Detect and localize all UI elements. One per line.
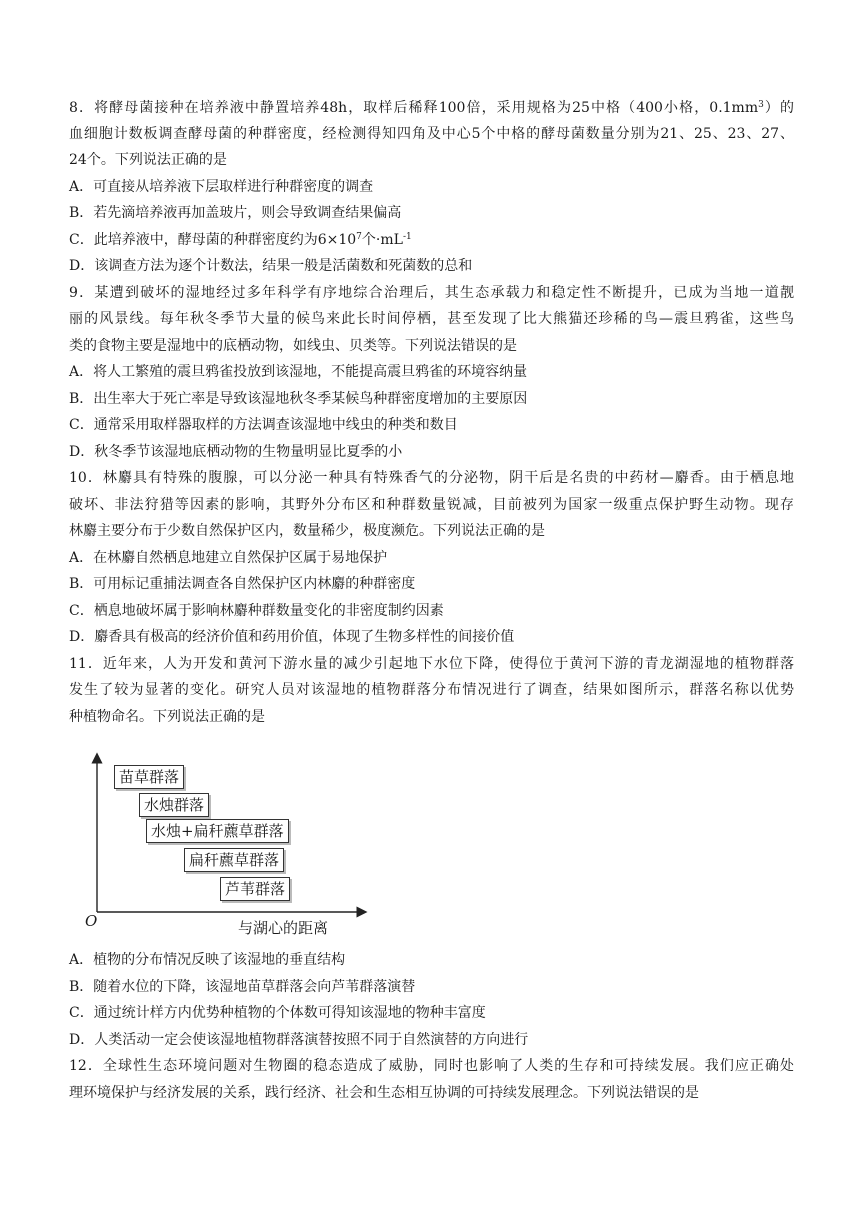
q12-stem-line-1: 12．全球性生态环境问题对生物圈的稳态造成了威胁，同时也影响了人类的生存和可持续发展。我们应正确处 <box>69 1058 794 1074</box>
community-box-3: 水烛+扁秆藨草群落 <box>146 819 289 843</box>
q8-stem-line-3: 24个。下列说法正确的是 <box>69 152 227 168</box>
q12-stem-line-2: 理环境保护与经济发展的关系，践行经济、社会和生态相互协调的可持续发展理念。下列说法错误的是 <box>69 1085 699 1101</box>
q11-stem-line-2: 发生了较为显著的变化。研究人员对该湿地的植物群落分布情况进行了调查，结果如图所示，群落名称以优势 <box>69 682 794 698</box>
q8-option-a: A．可直接从培养液下层取样进行种群密度的调查 <box>69 179 374 195</box>
q11-stem-line-1: 11．近年来，人为开发和黄河下游水量的减少引起地下水位下降，使得位于黄河下游的青龙湖湿地的植物群落 <box>69 656 794 672</box>
origin-label: O <box>85 912 98 930</box>
q9-stem-line-2: 丽的风景线。每年秋冬季节大量的候鸟来此长时间停栖，甚至发现了比大熊猫还珍稀的鸟—震旦鸦雀，这些鸟 <box>69 311 794 327</box>
community-box-5: 芦苇群落 <box>220 877 290 901</box>
q10-option-c: C．栖息地破坏属于影响林麝种群数量变化的非密度制约因素 <box>69 603 444 619</box>
q11-option-c: C．通过统计样方内优势种植物的个体数可得知该湿地的物种丰富度 <box>69 1005 486 1021</box>
q9-stem-line-3: 类的食物主要是湿地中的底栖动物，如线虫、贝类等。下列说法错误的是 <box>69 338 517 354</box>
q9-option-c: C．通常采用取样器取样的方法调查该湿地中线虫的种类和数目 <box>69 417 458 433</box>
community-box-1: 苗草群落 <box>114 765 184 789</box>
q9-option-b: B．出生率大于死亡率是导致该湿地秋冬季某候鸟种群密度增加的主要原因 <box>69 391 528 407</box>
q10-stem-line-1: 10．林麝具有特殊的腹腺，可以分泌一种具有特殊香气的分泌物，阴干后是名贵的中药材—麝香。由于栖息地 <box>69 470 794 486</box>
q11-stem-line-3: 种植物命名。下列说法正确的是 <box>69 709 265 725</box>
q10-option-d: D．麝香具有极高的经济价值和药用价值，体现了生物多样性的间接价值 <box>69 629 515 645</box>
community-distribution-figure <box>80 752 370 942</box>
q9-option-a: A．将人工繁殖的震旦鸦雀投放到该湿地，不能提高震旦鸦雀的环境容纳量 <box>69 364 528 380</box>
q8-stem-line-2: 血细胞计数板调查酵母菌的种群密度，经检测得知四角及中心5个中格的酵母菌数量分别为21、25、23、27、 <box>69 126 794 142</box>
q11-option-d: D．人类活动一定会使该湿地植物群落演替按照不同于自然演替的方向进行 <box>69 1032 529 1048</box>
community-box-2: 水烛群落 <box>139 793 209 817</box>
q9-option-d: D．秋冬季节该湿地底栖动物的生物量明显比夏季的小 <box>69 444 403 460</box>
q10-option-a: A．在林麝自然栖息地建立自然保护区属于易地保护 <box>69 550 388 566</box>
x-axis-label: 与湖心的距离 <box>238 919 329 937</box>
q11-option-a: A．植物的分布情况反映了该湿地的垂直结构 <box>69 952 346 968</box>
q10-stem-line-2: 破坏、非法狩猎等因素的影响，其野外分布区和种群数量锐减，目前被列为国家一级重点保护野生动物。现存 <box>69 497 794 513</box>
q8-option-c: C．此培养液中，酵母菌的种群密度约为$6\times 10^7$个$\cdot mL^{-1}$ <box>69 232 412 248</box>
q10-stem-line-3: 林麝主要分布于少数自然保护区内，数量稀少，极度濒危。下列说法正确的是 <box>69 523 545 539</box>
q8-option-b: B．若先滴培养液再加盖玻片，则会导致调查结果偏高 <box>69 205 402 221</box>
q10-option-b: B．可用标记重捕法调查各自然保护区内林麝的种群密度 <box>69 576 416 592</box>
q9-stem-line-1: 9．某遭到破坏的湿地经过多年科学有序地综合治理后，其生态承载力和稳定性不断提升，已成为当地一道靓 <box>69 285 794 301</box>
community-box-4: 扁秆藨草群落 <box>184 848 284 872</box>
q8-option-d: D．该调查方法为逐个计数法，结果一般是活菌数和死菌数的总和 <box>69 258 473 274</box>
q11-option-b: B．随着水位的下降，该湿地苗草群落会向芦苇群落演替 <box>69 979 416 995</box>
q8-stem-line-1: 8．将酵母菌接种在培养液中静置培养48h，取样后稀释100倍，采用规格为25中格（400小格，$0.1mm^3$）的 <box>69 100 795 116</box>
